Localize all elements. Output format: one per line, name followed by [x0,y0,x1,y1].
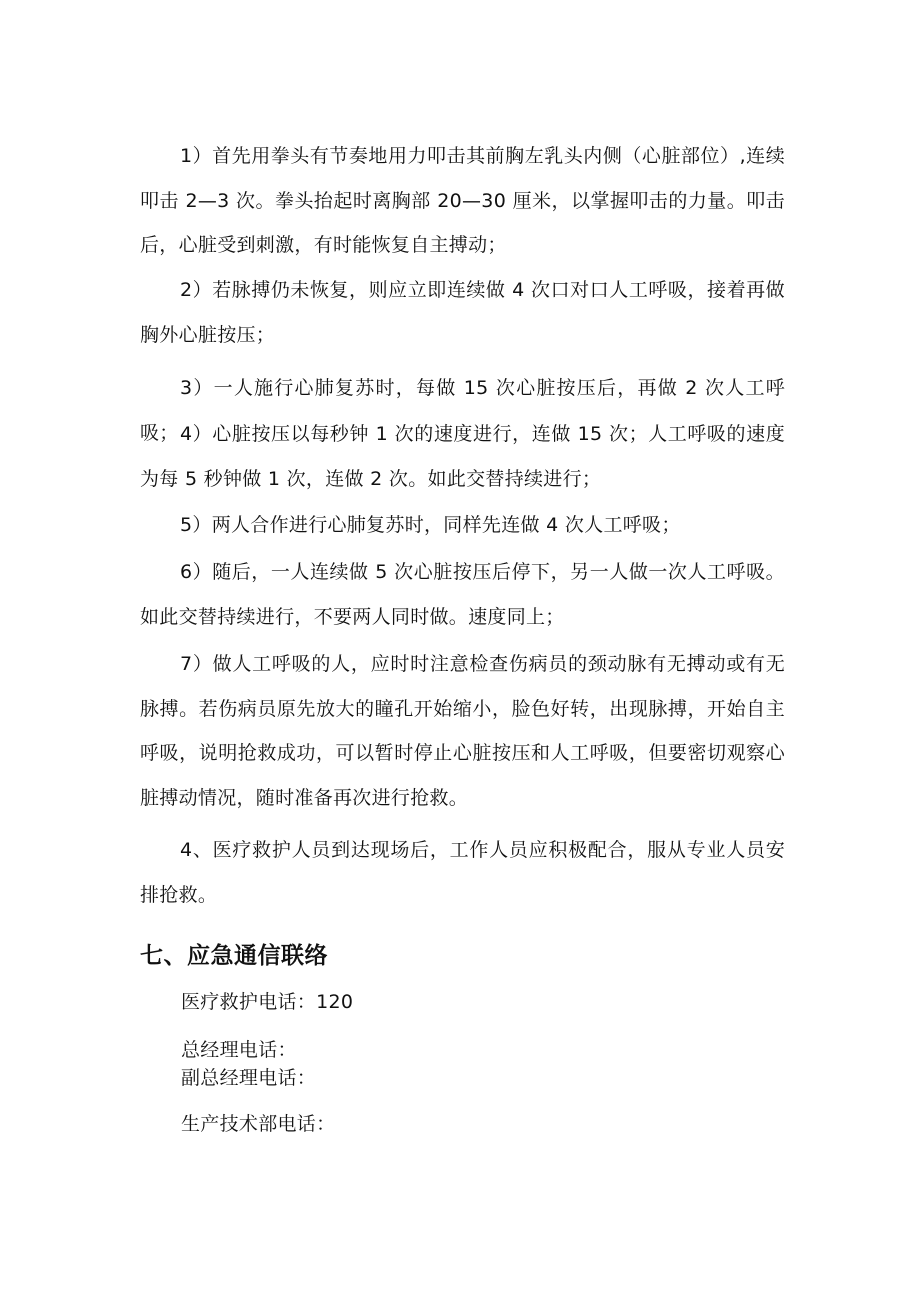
paragraph-item-4: 4、医疗救护人员到达现场后，工作人员应积极配合，服从专业人员安排抢救。 [140,839,785,906]
paragraph-step-2: 2）若脉搏仍未恢复，则应立即连续做 4 次口对口人工呼吸，接着再做胸外心脏按压； [140,279,785,346]
paragraph-step-4: 4）心脏按压以每秒钟 1 次的速度进行，连做 15 次；人工呼吸的速度为每 5 秒钟做 1 次，连做 2 次。如此交替持续进行； [140,423,785,490]
paragraph-step-5: 5）两人合作进行心肺复苏时，同样先连做 4 次人工呼吸； [180,514,681,536]
contact-line-deputy-manager [181,1065,316,1091]
contact-line-medical [181,989,353,1015]
contact-line-production-dept [181,1111,335,1137]
contact-label: 生产技术部电话： [181,1113,336,1135]
contact-label: 医疗救护电话： [181,991,317,1013]
contact-value: 120 [316,991,354,1013]
contact-label: 总经理电话： [181,1039,297,1061]
paragraph-step-1: 1）首先用拳头有节奏地用力叩击其前胸左乳头内侧（心脏部位）,连续叩击 2—3 次。拳头抬起时离胸部 20—30 厘米，以掌握叩击的力量。叩击后，心脏受到刺激，有时能恢复自主搏动； [140,145,785,256]
paragraph-step-7: 7）做人工呼吸的人，应时时注意检查伤病员的颈动脉有无搏动或有无脉搏。若伤病员原先放大的瞳孔开始缩小，脸色好转，出现脉搏，开始自主呼吸，说明抢救成功，可以暂时停止心脏按压和人工呼吸，但要密切观察心脏搏动情况，随时准备再次进行抢救。 [140,653,785,809]
paragraph-step-6: 6）随后，一人连续做 5 次心脏按压后停下，另一人做一次人工呼吸。如此交替持续进行，不要两人同时做。速度同上； [140,561,785,628]
section-heading: 七、应急通信联络 [140,943,328,969]
paragraph-step-3: 3）一人施行心肺复苏时，每做 15 次心脏按压后，再做 2 次人工呼吸； [140,377,785,444]
contact-line-general-manager [181,1037,297,1063]
contact-label: 副总经理电话： [181,1067,317,1089]
